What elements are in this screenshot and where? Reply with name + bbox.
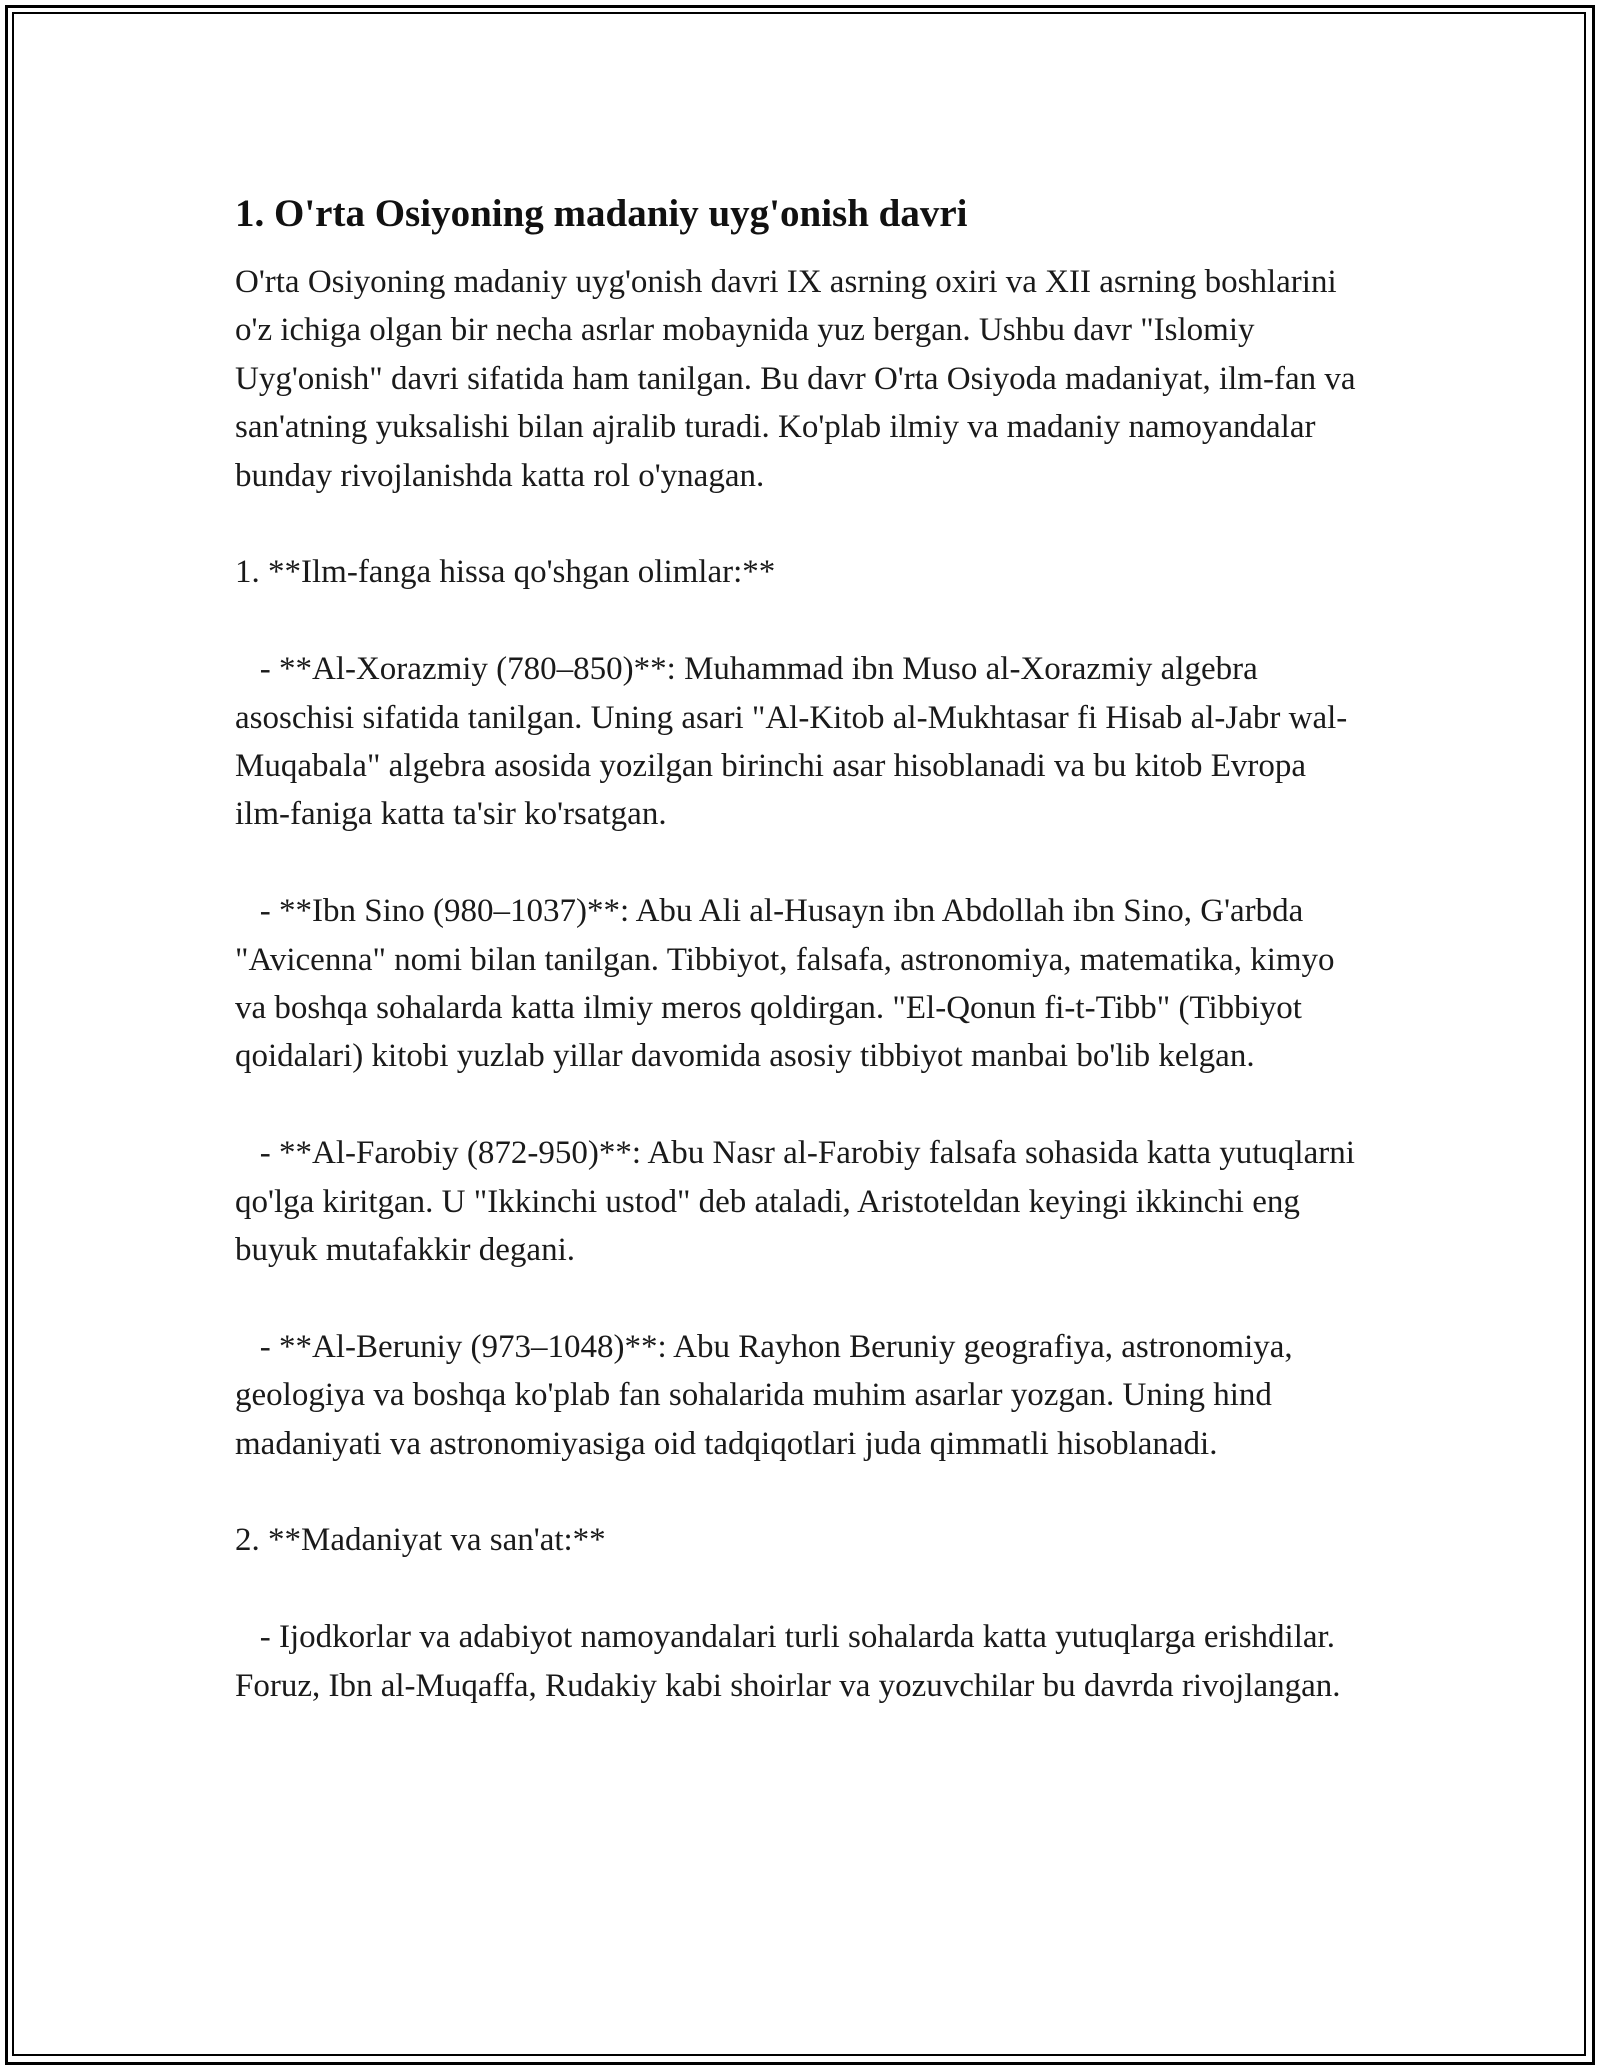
- intro-paragraph: O'rta Osiyoning madaniy uyg'onish davri IX asrning oxiri va XII asrning boshlarini o'z ichiga olgan bir necha asrlar mobaynida yuz bergan. Ushbu davr "Islomiy Uyg'onish" davri sifatida ham tanilgan. Bu davr O'rta Osiyoda madaniyat, ilm-fan va san'atning yuksalishi bilan ajralib turadi. Ko'plab ilmiy va madaniy namoyandalar bunday rivojlanishda katta rol o'ynagan.: [235, 264, 1364, 494]
- list-item-ibn-sino: - **Ibn Sino (980–1037)**: Abu Ali al-Husayn ibn Abdollah ibn Sino, G'arbda "Avicenna" nomi bilan tanilgan. Tibbiyot, falsafa, astronomiya, matematika, kimyo va boshqa sohalarda katta ilmiy meros qoldirgan. "El-Qonun fi-t-Tibb" (Tibbiyot qoidalari) kitobi yuzlab yillar davomida asosiy tibbiyot manbai bo'lib kelgan.: [235, 893, 1343, 1075]
- list-item-culture-heading: 2. **Madaniyat va san'at:**: [235, 1522, 606, 1559]
- paragraph-gap: [235, 1468, 1365, 1516]
- paragraph-gap: [235, 1081, 1365, 1129]
- list-item-al-xorazmiy: - **Al-Xorazmiy (780–850)**: Muhammad ibn Muso al-Xorazmiy algebra asoschisi sifatida tanilgan. Uning asari "Al-Kitob al-Mukhtasar fi Hisab al-Jabr wal-Muqabala" algebra asosida yozilgan birinchi asar hisoblanadi va bu kitob Evropa ilm-faniga katta ta'sir ko'rsatgan.: [235, 651, 1348, 833]
- paragraph-gap: [235, 1565, 1365, 1613]
- document-body: [235, 190, 1365, 1710]
- list-item-al-farobiy: - **Al-Farobiy (872-950)**: Abu Nasr al-Farobiy falsafa sohasida katta yutuqlarni qo'lga kiritgan. U "Ikkinchi ustod" deb ataladi, Aristoteldan keyingi ikkinchi eng buyuk mutafakkir degani.: [235, 1135, 1364, 1269]
- section-heading: 1. O'rta Osiyoning madaniy uyg'onish davri: [235, 192, 968, 235]
- paragraph-gap: [235, 500, 1365, 548]
- paragraph-gap: [235, 1274, 1365, 1322]
- list-item-scientists-heading: 1. **Ilm-fanga hissa qo'shgan olimlar:**: [235, 554, 776, 591]
- list-item-al-beruniy: - **Al-Beruniy (973–1048)**: Abu Rayhon Beruniy geografiya, astronomiya, geologiya va boshqa ko'plab fan sohalarida muhim asarlar yozgan. Uning hind madaniyati va astronomiyasiga oid tadqiqotlari juda qimmatli hisoblanadi.: [235, 1328, 1301, 1462]
- paragraph-gap: [235, 597, 1365, 645]
- paragraph-gap: [235, 839, 1365, 887]
- list-item-writers: - Ijodkorlar va adabiyot namoyandalari turli sohalarda katta yutuqlarga erishdilar. Foruz, Ibn al-Muqaffa, Rudakiy kabi shoirlar va yozuvchilar bu davrda rivojlangan.: [235, 1619, 1344, 1704]
